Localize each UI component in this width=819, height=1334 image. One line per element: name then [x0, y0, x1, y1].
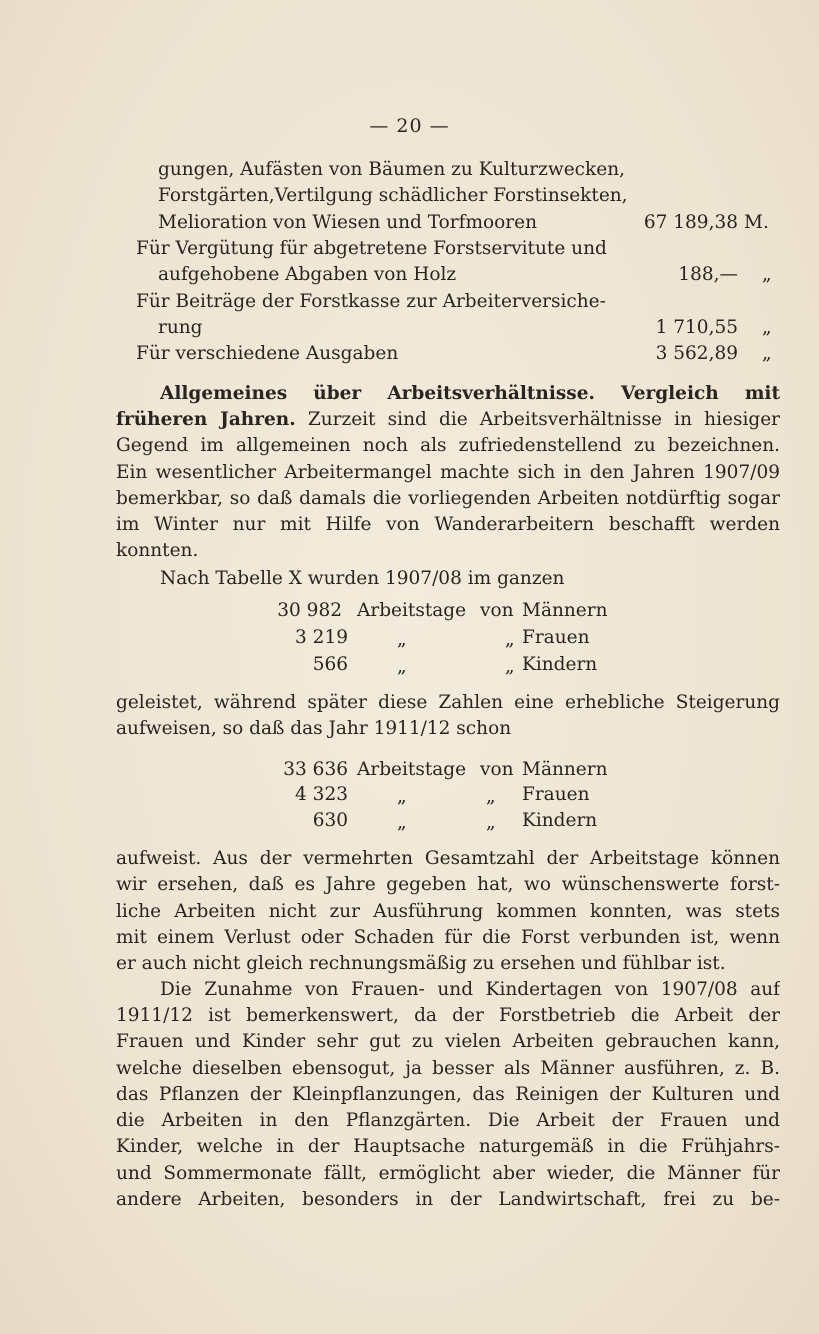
paragraph-line: welche dieselben ebensogut, ja besser als Männer ausführen, z. B.	[116, 1057, 780, 1079]
table-label: Arbeitstage	[357, 759, 467, 780]
paragraph-line: und Sommermonate fällt, ermöglicht aber wieder, die Männer für	[116, 1162, 780, 1184]
paragraph-text: Zurzeit sind die Arbeitsverhältnisse in hiesiger	[295, 409, 780, 430]
paragraph-3	[116, 690, 780, 743]
paragraph-line: Die Zunahme von Frauen- und Kindertagen von 1907/08 auf	[160, 979, 780, 1000]
paragraph-line: aufweist. Aus der vermehrten Gesamtzahl der Arbeitstage können	[116, 848, 780, 869]
table-value: 30 982	[277, 600, 342, 621]
expense-amount: 1 710,55	[655, 317, 738, 338]
table-label: „	[397, 629, 407, 650]
expense-unit: „	[762, 317, 772, 338]
table-label: Frauen	[522, 784, 590, 805]
expense-line: aufgehobene Abgaben von Holz	[158, 264, 457, 285]
table-label: Männern	[522, 600, 608, 621]
paragraph-line: Nach Tabelle X wurden 1907/08 im ganzen	[160, 568, 565, 589]
table-label: „	[505, 656, 515, 677]
expense-amount: 188,—	[678, 264, 738, 285]
table-label: Kindern	[522, 810, 598, 831]
section-heading-cont: früheren Jahren.	[116, 409, 296, 430]
table-value: 630	[312, 810, 348, 831]
paragraph-line: Gegend im allgemeinen noch als zufriedenstellend zu bezeichnen.	[116, 435, 780, 457]
expense-amount: 67 189,38	[643, 212, 738, 233]
expense-line: Forstgärten,Vertilgung schädlicher Forstinsekten,	[158, 185, 628, 206]
paragraph-line: konnten.	[116, 540, 199, 562]
table-value: 4 323	[295, 784, 348, 805]
paragraph-line: wir ersehen, daß es Jahre gegeben hat, wo wünschenswerte forst-	[116, 874, 780, 896]
paragraph-line: Ein wesentlicher Arbeitermangel machte sich in den Jahren 1907/09	[116, 461, 780, 483]
table-label: „	[486, 812, 496, 833]
paragraph-line: Kinder, welche in der Hauptsache naturgemäß in die Frühjahrs-	[116, 1136, 780, 1158]
paragraph-4	[116, 846, 780, 977]
table-label: Männern	[522, 759, 608, 780]
paragraph-5-first	[160, 977, 780, 1003]
paragraph-line: aufweisen, so daß das Jahr 1911/12 schon	[116, 718, 512, 740]
paragraph-line: geleistet, während später diese Zahlen eine erhebliche Steigerung	[116, 692, 780, 713]
paragraph-line: andere Arbeiten, besonders in der Landwirtschaft, frei zu be-	[116, 1189, 780, 1211]
expense-line: Für Beiträge der Forstkasse zur Arbeiterversiche-	[136, 291, 606, 312]
paragraph-line: die Arbeiten in den Pflanzgärten. Die Arbeit der Frauen und	[116, 1110, 780, 1132]
expense-unit: M.	[744, 212, 769, 233]
table-value: 566	[312, 654, 348, 675]
paragraph-line: er auch nicht gleich rechnungsmäßig zu ersehen und fühlbar ist.	[116, 953, 726, 975]
expense-unit: „	[762, 343, 772, 364]
paragraph-line: mit einem Verlust oder Schaden für die Forst verbunden ist, wenn	[116, 926, 780, 948]
section-heading: Allgemeines über Arbeitsverhältnisse. Vergleich mit	[160, 383, 780, 404]
paragraph-line: bemerkbar, so daß damals die vorliegenden Arbeiten notdürftig sogar	[116, 487, 780, 509]
table-label: von	[480, 759, 514, 780]
section-paragraph	[160, 381, 780, 407]
paragraph-line: 1911/12 ist bemerkenswert, da der Forstbetrieb die Arbeit der	[116, 1005, 780, 1026]
table-label: von	[480, 600, 514, 621]
table-value: 33 636	[283, 759, 348, 780]
expense-line: gungen, Aufästen von Bäumen zu Kulturzwecken,	[158, 159, 625, 180]
paragraph-line: liche Arbeiten nicht zur Ausführung kommen konnten, was stets	[116, 900, 780, 922]
expense-line: Melioration von Wiesen und Torfmooren	[158, 212, 538, 233]
page-number: — 20 —	[369, 115, 450, 137]
table-label: Arbeitstage	[357, 600, 467, 621]
expense-unit: „	[762, 264, 772, 285]
paragraph-line: das Pflanzen der Kleinpflanzungen, das Reinigen der Kulturen und	[116, 1083, 780, 1105]
table-label: Kindern	[522, 654, 598, 675]
table-label: Frauen	[522, 627, 590, 648]
paragraph-line: im Winter nur mit Hilfe von Wanderarbeitern beschafft werden	[116, 514, 780, 536]
table-value: 3 219	[295, 627, 348, 648]
paragraph-1	[116, 407, 780, 565]
table-label: „	[397, 656, 407, 677]
expense-line: Für verschiedene Ausgaben	[136, 343, 399, 364]
table-label: „	[505, 629, 515, 650]
table-label: „	[397, 786, 407, 807]
expense-line: rung	[158, 317, 203, 338]
expense-amount: 3 562,89	[655, 343, 738, 364]
table-label: „	[486, 786, 496, 807]
paragraph-5	[116, 1003, 780, 1213]
table-label: „	[397, 812, 407, 833]
paragraph-line: Frauen und Kinder sehr gut zu vielen Arbeiten gebrauchen kann,	[116, 1031, 780, 1053]
expense-line: Für Vergütung für abgetretene Forstservitute und	[136, 238, 607, 259]
